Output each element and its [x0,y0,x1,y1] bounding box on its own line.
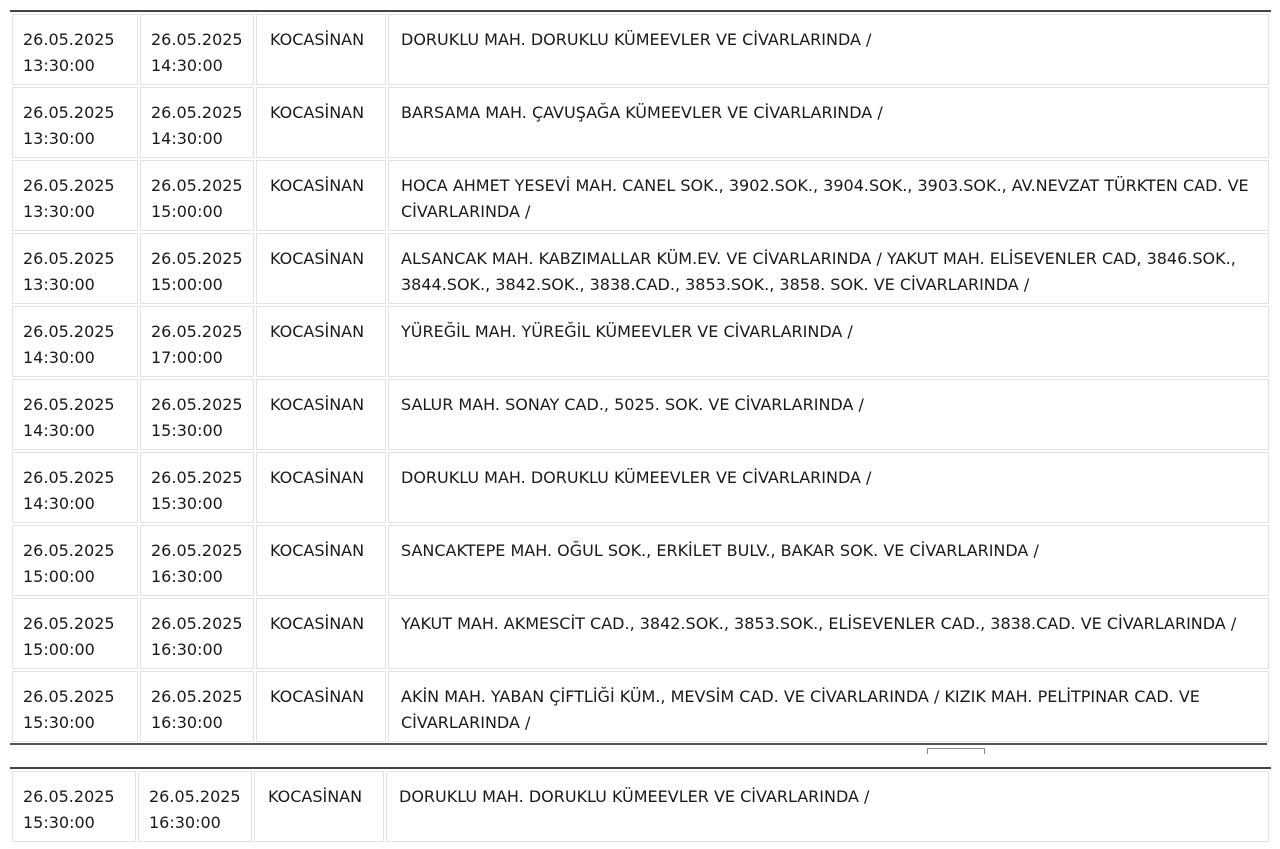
end-datetime-cell [140,233,254,304]
table-row [12,87,1269,158]
district-name: KOCASİNAN [270,103,365,122]
table-row [12,771,1269,842]
start-date: 26.05.2025 [23,468,115,487]
end-time: 17:00:00 [151,348,223,367]
end-time: 15:00:00 [151,275,223,294]
affected-area-cell [388,160,1269,231]
start-datetime-cell [12,233,138,304]
end-date: 26.05.2025 [151,395,243,414]
end-datetime-cell [140,306,254,377]
end-datetime-cell [140,452,254,523]
outage-table [10,10,1271,744]
affected-area-cell [388,233,1269,304]
district-name: KOCASİNAN [270,30,365,49]
table-row [12,598,1269,669]
table-row [12,452,1269,523]
start-date: 26.05.2025 [23,614,115,633]
end-date: 26.05.2025 [151,687,243,706]
start-datetime-cell [12,160,138,231]
end-time: 14:30:00 [151,56,223,75]
affected-area-text: SANCAKTEPE MAH. OĞUL SOK., ERKİLET BULV., BAKAR SOK. VE CİVARLARINDA / [401,541,1039,560]
affected-area-text: YAKUT MAH. AKMESCİT CAD., 3842.SOK., 3853.SOK., ELİSEVENLER CAD., 3838.CAD. VE CİVARLARINDA / [401,614,1237,633]
outage-table-continued [10,767,1271,844]
district-name: KOCASİNAN [270,468,365,487]
district-cell [256,379,386,450]
start-date: 26.05.2025 [23,249,115,268]
end-time: 16:30:00 [151,567,223,586]
outage-table-continued-body [12,771,1269,842]
district-cell [256,452,386,523]
affected-area-text: YÜREĞİL MAH. YÜREĞİL KÜMEEVLER VE CİVARLARINDA / [401,322,853,341]
district-name: KOCASİNAN [270,395,365,414]
end-time: 16:30:00 [149,813,221,832]
end-time: 15:30:00 [151,494,223,513]
end-time: 15:30:00 [151,421,223,440]
affected-area-text: 3844.SOK., 3842.SOK., 3838.CAD., 3853.SOK., 3858. SOK. VE CİVARLARINDA / [401,275,1030,294]
affected-area-text: BARSAMA MAH. ÇAVUŞAĞA KÜMEEVLER VE CİVARLARINDA / [401,103,883,122]
start-time: 13:30:00 [23,56,95,75]
start-time: 14:30:00 [23,494,95,513]
end-datetime-cell [140,160,254,231]
affected-area-cell [388,379,1269,450]
start-datetime-cell [12,379,138,450]
district-name: KOCASİNAN [270,176,365,195]
start-datetime-cell [12,671,138,742]
affected-area-text: SALUR MAH. SONAY CAD., 5025. SOK. VE CİVARLARINDA / [401,395,864,414]
district-name: KOCASİNAN [268,787,363,806]
end-date: 26.05.2025 [151,103,243,122]
affected-area-cell [388,598,1269,669]
end-date: 26.05.2025 [151,614,243,633]
affected-area-cell [388,525,1269,596]
affected-area-text: DORUKLU MAH. DORUKLU KÜMEEVLER VE CİVARLARINDA / [401,30,872,49]
start-date: 26.05.2025 [23,787,115,806]
end-datetime-cell [140,14,254,85]
table-row [12,525,1269,596]
affected-area-text: ALSANCAK MAH. KABZIMALLAR KÜM.EV. VE CİVARLARINDA / YAKUT MAH. ELİSEVENLER CAD, 3846.SOK., [401,249,1236,268]
start-datetime-cell [12,14,138,85]
affected-area-cell [388,14,1269,85]
start-datetime-cell [12,452,138,523]
start-time: 15:00:00 [23,640,95,659]
affected-area-cell [386,771,1269,842]
start-date: 26.05.2025 [23,103,115,122]
district-cell [256,87,386,158]
affected-area-text: CİVARLARINDA / [401,713,531,732]
table-row [12,233,1269,304]
start-time: 13:30:00 [23,202,95,221]
district-name: KOCASİNAN [270,614,365,633]
start-time: 15:30:00 [23,713,95,732]
start-datetime-cell [12,771,136,842]
affected-area-text: AKİN MAH. YABAN ÇİFTLİĞİ KÜM., MEVSİM CAD. VE CİVARLARINDA / KIZIK MAH. PELİTPINAR CAD. VE [401,687,1200,706]
end-datetime-cell [140,671,254,742]
table-row [12,306,1269,377]
district-name: KOCASİNAN [270,249,365,268]
start-time: 13:30:00 [23,129,95,148]
end-time: 16:30:00 [151,713,223,732]
end-date: 26.05.2025 [149,787,241,806]
start-date: 26.05.2025 [23,30,115,49]
end-time: 16:30:00 [151,640,223,659]
end-time: 14:30:00 [151,129,223,148]
start-datetime-cell [12,525,138,596]
start-datetime-cell [12,306,138,377]
end-time: 15:00:00 [151,202,223,221]
start-time: 13:30:00 [23,275,95,294]
start-date: 26.05.2025 [23,322,115,341]
end-datetime-cell [140,525,254,596]
end-datetime-cell [140,87,254,158]
start-time: 14:30:00 [23,348,95,367]
end-date: 26.05.2025 [151,176,243,195]
district-cell [256,671,386,742]
table-row [12,379,1269,450]
end-datetime-cell [138,771,252,842]
affected-area-cell [388,306,1269,377]
start-date: 26.05.2025 [23,395,115,414]
start-time: 15:30:00 [23,813,95,832]
start-datetime-cell [12,87,138,158]
end-date: 26.05.2025 [151,30,243,49]
start-datetime-cell [12,598,138,669]
district-cell [256,306,386,377]
end-datetime-cell [140,598,254,669]
district-cell [256,160,386,231]
affected-area-text: CİVARLARINDA / [401,202,531,221]
district-cell [256,14,386,85]
end-date: 26.05.2025 [151,322,243,341]
table-divider [10,743,1267,745]
start-time: 14:30:00 [23,421,95,440]
district-cell [254,771,384,842]
district-name: KOCASİNAN [270,541,365,560]
pagination-marker [927,748,985,754]
district-cell [256,233,386,304]
affected-area-cell [388,87,1269,158]
table-row [12,671,1269,742]
affected-area-text: DORUKLU MAH. DORUKLU KÜMEEVLER VE CİVARLARINDA / [401,468,872,487]
affected-area-cell [388,452,1269,523]
affected-area-text: DORUKLU MAH. DORUKLU KÜMEEVLER VE CİVARLARINDA / [399,787,870,806]
district-name: KOCASİNAN [270,322,365,341]
table-row [12,160,1269,231]
outage-table-body [12,14,1269,742]
start-date: 26.05.2025 [23,176,115,195]
end-datetime-cell [140,379,254,450]
start-date: 26.05.2025 [23,687,115,706]
district-cell [256,525,386,596]
affected-area-cell [388,671,1269,742]
start-time: 15:00:00 [23,567,95,586]
start-date: 26.05.2025 [23,541,115,560]
table-row [12,14,1269,85]
district-cell [256,598,386,669]
district-name: KOCASİNAN [270,687,365,706]
end-date: 26.05.2025 [151,541,243,560]
end-date: 26.05.2025 [151,468,243,487]
end-date: 26.05.2025 [151,249,243,268]
affected-area-text: HOCA AHMET YESEVİ MAH. CANEL SOK., 3902.SOK., 3904.SOK., 3903.SOK., AV.NEVZAT TÜRKTEN CAD. VE [401,176,1249,195]
